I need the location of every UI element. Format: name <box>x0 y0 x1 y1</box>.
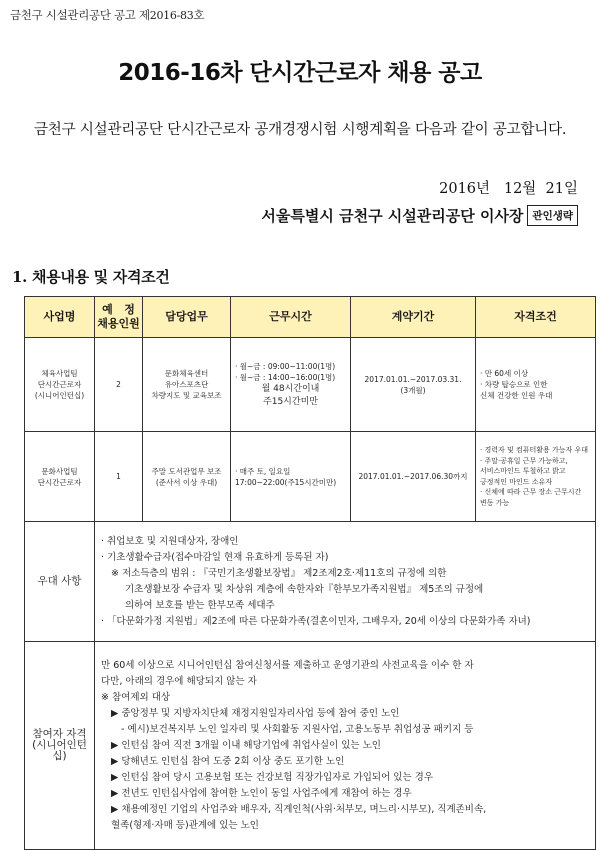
participant-item: ▶ 당해년도 인턴십 참여 도중 2회 이상 중도 포기한 노인 <box>111 755 345 767</box>
table-row <box>25 338 596 432</box>
header-business: 사업명 <box>25 297 95 338</box>
header-hours: 근무시간 <box>231 297 351 338</box>
participants-label-line2: (시니어인턴십) <box>32 739 87 762</box>
cell-line: 문화사업팀 <box>41 466 78 476</box>
participant-item: ※ 참여제외 대상 <box>101 691 171 703</box>
row2-business <box>25 432 95 522</box>
participants-row <box>25 642 596 850</box>
priority-item: ※ 저소득층의 범위 : 『국민기초생활보장법』 제2조제2호·제11호의 규정에 의한 <box>111 567 447 579</box>
participant-item: ▶ 인턴십 참여 직전 3개월 이내 해당기업에 취업사실이 있는 노인 <box>111 739 381 751</box>
row1-hours <box>231 338 351 432</box>
cell-line: 단시간근로자 <box>37 477 82 487</box>
section-number: 1. <box>12 268 28 286</box>
priority-label: 우대 사항 <box>25 522 95 642</box>
participant-item: 만 60세 이상으로 시니어인턴십 참여신청서를 제출하고 운영기관의 사전교육을 이수 한 자 <box>101 659 474 671</box>
cell-line: (시니어인턴십) <box>34 391 85 400</box>
page-title: 2016-16차 단시간근로자 채용 공고 <box>118 60 482 86</box>
cell-line: 긍정적인 마인드 소유자 <box>480 477 553 486</box>
participant-item: - 예시)보건복지부 노인 일자리 및 사회활동 지원사업, 고용노동부 취업성공 패키지 등 <box>121 723 474 735</box>
cell-line: 단시간근로자 <box>37 380 82 389</box>
table-header-row <box>25 297 596 338</box>
participant-item: ▶ 중앙정부 및 지방자치단체 재정지원일자리사업 등에 참여 중인 노인 <box>111 707 400 719</box>
cell-line: 주말 도서관업무 보조 <box>151 466 222 476</box>
cell-line: 2017.01.01.~2017.03.31. <box>364 374 462 384</box>
row2-qualification <box>476 432 596 522</box>
header-qualification: 자격조건 <box>476 297 596 338</box>
row1-business <box>25 338 95 432</box>
row1-period <box>351 338 476 432</box>
row2-count: 1 <box>95 432 143 522</box>
participant-item: 혈족(형제·자매 등)관계에 있는 노인 <box>111 819 259 831</box>
organization-name: 서울특별시 금천구 시설관리공단 이사장 <box>261 207 524 225</box>
cell-line: · 월~금 : 09:00~11:00(1명) <box>235 361 336 371</box>
row2-hours <box>231 432 351 522</box>
cell-line: (준사서 이상 우대) <box>155 477 218 487</box>
row1-duty <box>143 338 231 432</box>
cell-line: (3개월) <box>400 385 426 395</box>
row1-qualification <box>476 338 596 432</box>
participants-items <box>95 642 596 850</box>
cell-line: 차량지도 및 교육보조 <box>151 391 222 400</box>
row2-period <box>351 432 476 522</box>
cell-line: 신체 건강한 인원 우대 <box>480 391 553 400</box>
row2-duty <box>143 432 231 522</box>
cell-line: 변동 가능 <box>480 498 510 507</box>
recruitment-table <box>24 296 596 850</box>
participant-item: ▶ 채용예정인 기업의 사업주와 배우자, 직계인척(사위·처부모, 며느리·시부모), 직계존비속, <box>111 803 487 815</box>
cell-line: · 경력자 및 컴퓨터활용 가능자 우대 <box>480 446 589 454</box>
cell-line: 유아스포츠단 <box>164 380 209 389</box>
notice-number <box>10 7 204 23</box>
announcement-date: 2016년 12월 21일 <box>439 181 578 197</box>
cell-line: · 차량 탑승으로 인한 <box>480 380 548 389</box>
section-title: 채용내용 및 자격조건 <box>32 268 170 286</box>
header-hires <box>95 297 143 338</box>
intro-paragraph: 금천구 시설관리공단 단시간근로자 공개경쟁시험 시행계획을 다음과 같이 공고합니다. <box>34 122 567 138</box>
row1-count: 2 <box>95 338 143 432</box>
cell-line: · 월~금 : 14:00~16:00(1명) <box>235 372 336 382</box>
priority-items <box>95 522 596 642</box>
header-hires-line1: 예 정 <box>102 303 135 316</box>
notice-number-value: 2016-83 <box>149 9 194 22</box>
notice-prefix: 금천구 시설관리공단 공고 제 <box>10 8 150 22</box>
cell-line: · 신체에 따라 근무 장소 근무시간 <box>480 488 582 496</box>
participants-label <box>25 642 95 850</box>
cell-line: 주15시간미만 <box>263 396 318 407</box>
cell-line: 서비스마인드 투철하고 밝고 <box>480 467 566 475</box>
cell-line: 체육사업팀 <box>41 369 78 378</box>
organization-signature <box>261 205 578 226</box>
cell-line: · 만 60세 이상 <box>480 369 529 378</box>
participant-item: 다만, 아래의 경우에 해당되지 않는 자 <box>101 675 257 687</box>
section-heading <box>12 266 170 287</box>
table-row <box>25 432 596 522</box>
priority-item: · 기초생활수급자(접수마감일 현재 유효하게 등록된 자) <box>101 551 329 563</box>
participants-label-line1: 참여자 자격 <box>32 728 87 740</box>
priority-item: · 「다문화가정 지원법」제2조에 따른 다문화가족(결혼이민자, 그배우자, 20세 이상의 다문화가족 자녀) <box>101 615 531 627</box>
priority-row <box>25 522 596 642</box>
header-hires-line2: 채용인원 <box>97 317 140 330</box>
priority-item: 기초생활보장 수급자 및 차상위 계층에 속한자와『한부모가족지원법』 제5조의 규정에 <box>125 583 484 595</box>
cell-line: 문화체육센터 <box>164 369 209 378</box>
notice-suffix: 호 <box>193 8 205 22</box>
participant-item: ▶ 전년도 인턴십사업에 참여한 노인이 동일 사업주에게 재참여 하는 경우 <box>111 787 412 799</box>
participant-item: ▶ 인턴십 참여 당시 고용보험 또는 건강보험 직장가입자로 가입되어 있는 경우 <box>111 771 433 783</box>
header-period: 계약기간 <box>351 297 476 338</box>
cell-line: · 주말·공휴일 근무 가능하고, <box>480 456 568 465</box>
cell-line: 17:00~22:00(주15시간미만) <box>235 477 337 487</box>
cell-line: · 매주 토, 일요일 <box>235 466 291 476</box>
priority-item: · 취업보호 및 지원대상자, 장애인 <box>101 535 239 547</box>
cell-line: 2017.01.01.~2017.06.30까지 <box>358 472 468 481</box>
priority-item: 의하여 보호를 받는 한부모족 세대주 <box>125 599 275 611</box>
header-duty: 담당업무 <box>143 297 231 338</box>
official-seal: 관인생략 <box>527 205 578 226</box>
cell-line: 월 48시간이내 <box>261 383 320 394</box>
